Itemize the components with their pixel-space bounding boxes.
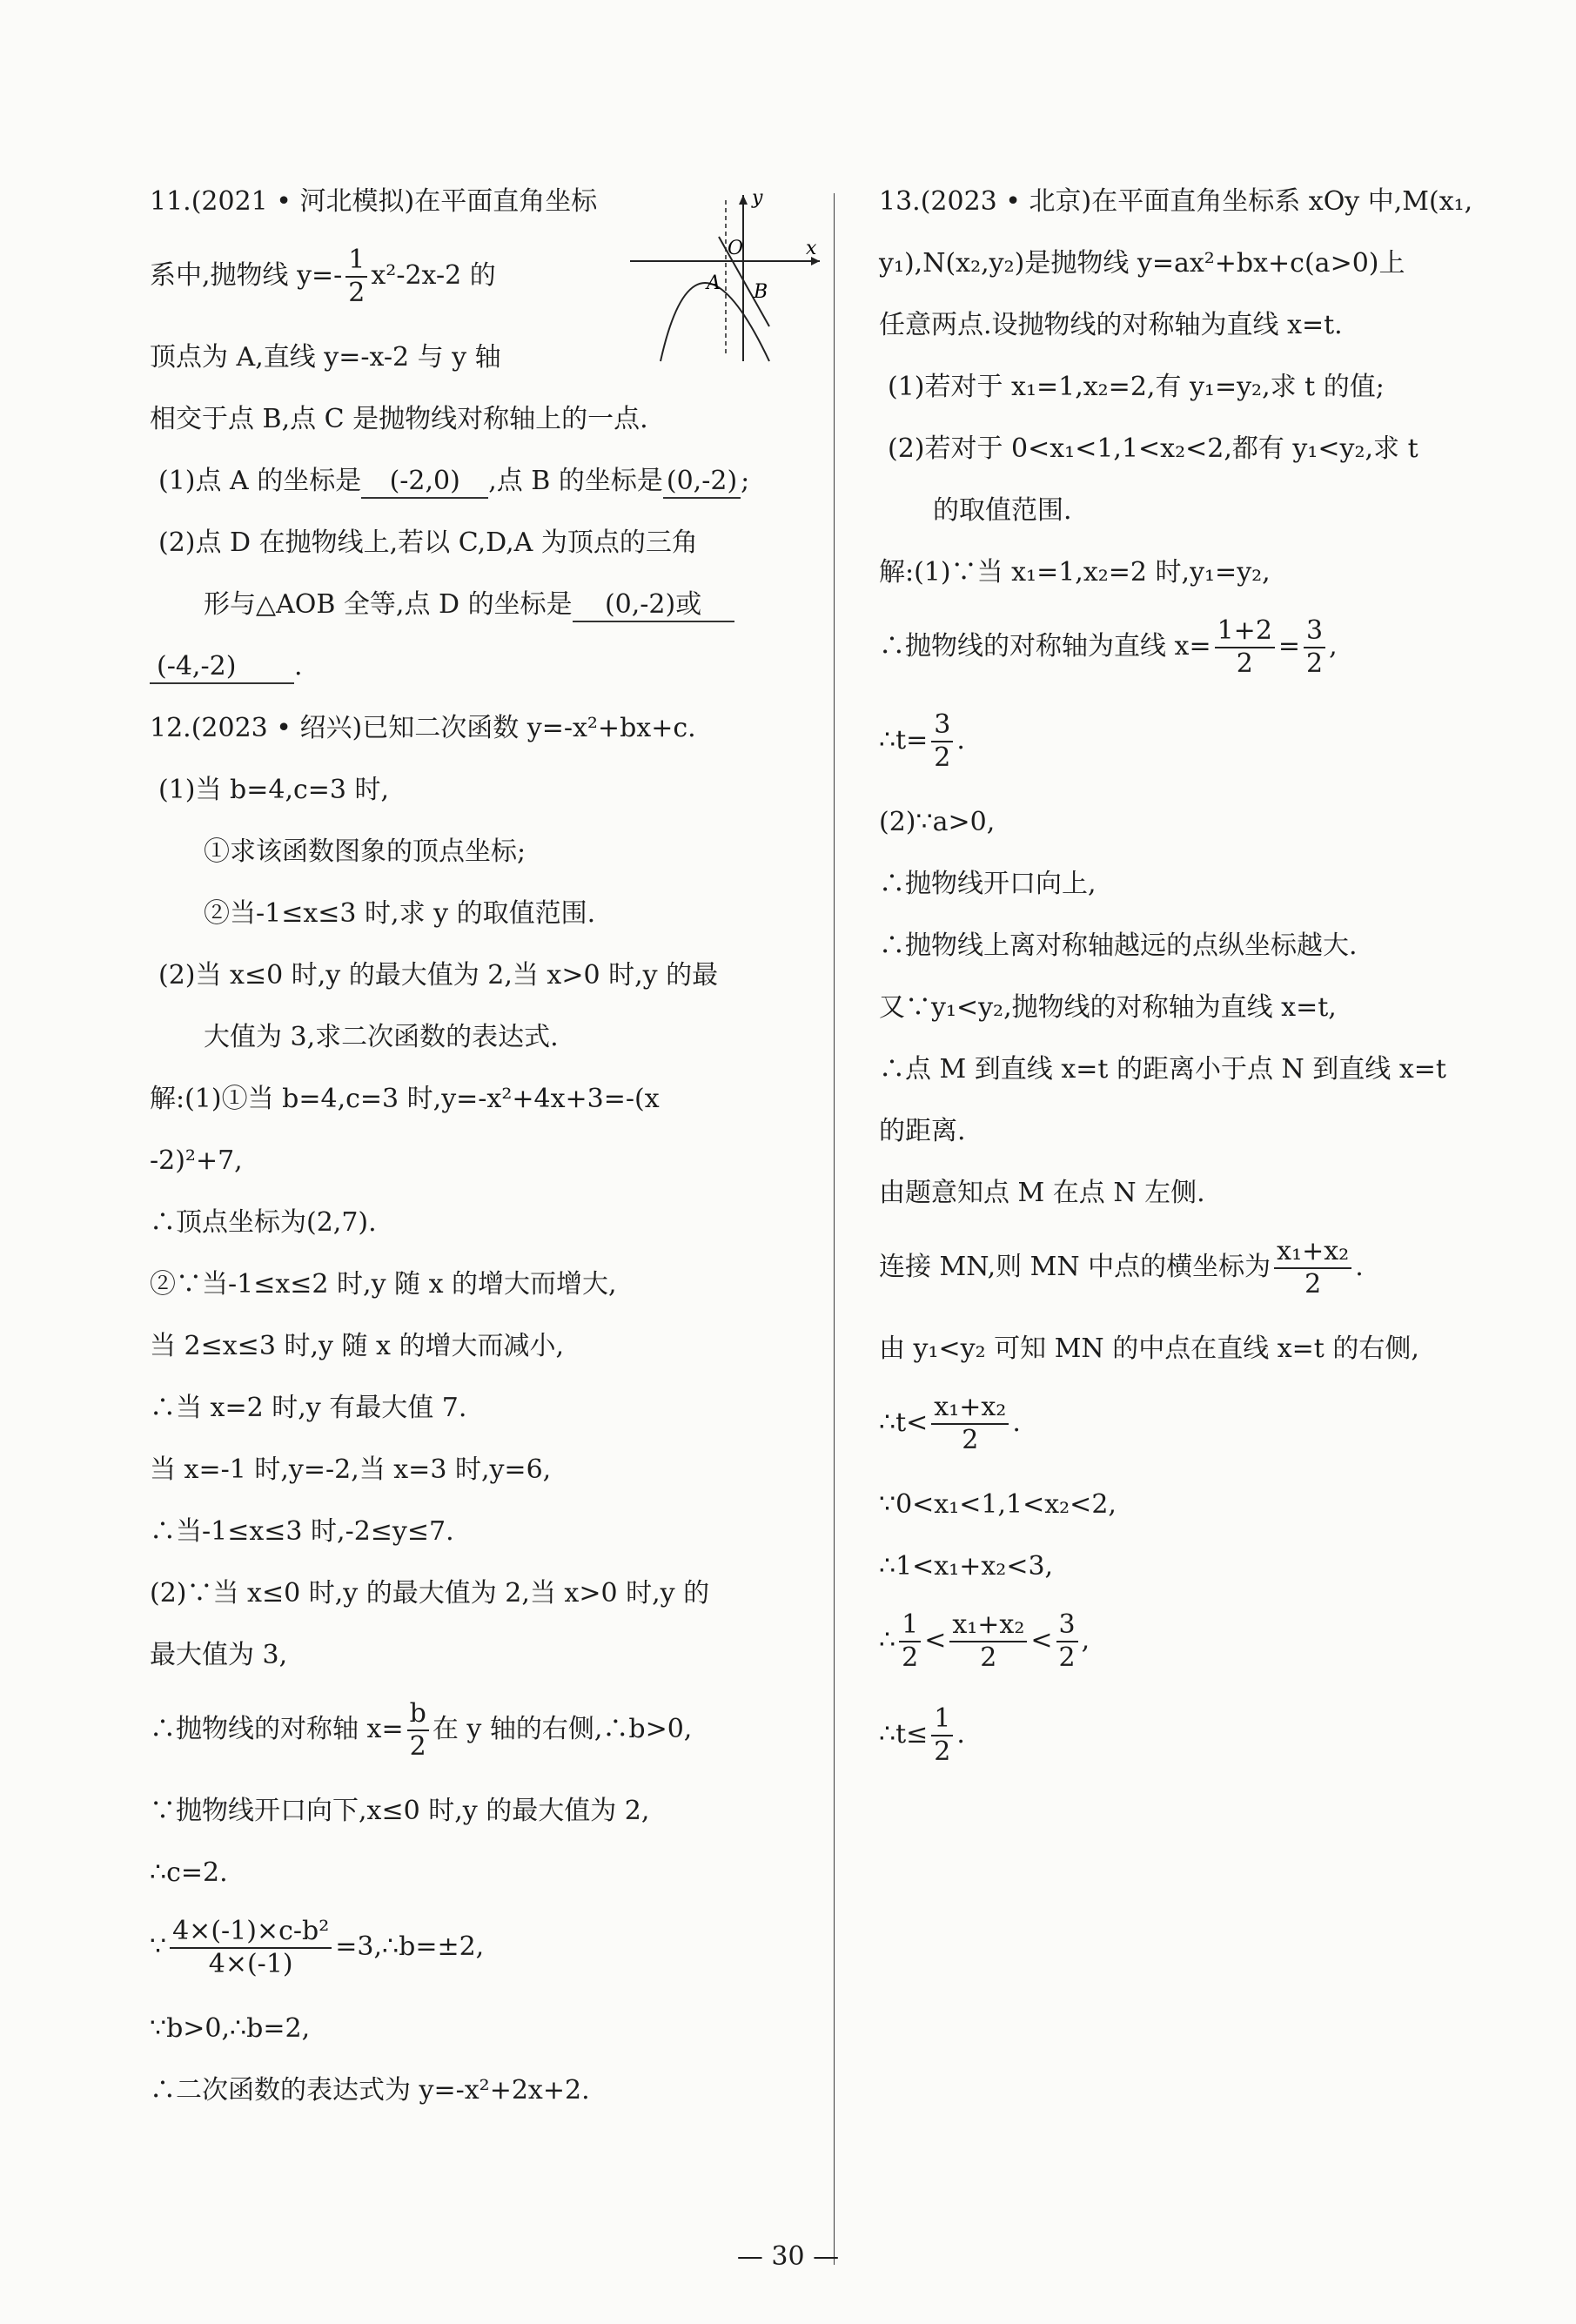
label-x: x [806, 238, 817, 259]
q11-text: ; [741, 466, 750, 496]
frac-num: 1 [899, 1609, 921, 1642]
label-O: O [728, 238, 744, 259]
q13-text: < [1030, 1625, 1053, 1656]
fraction-midpoint [949, 1609, 1027, 1674]
q13-text: . [1012, 1407, 1021, 1438]
q12-line [150, 1916, 820, 1980]
answer-d1: (0,-2)或 [573, 589, 734, 622]
frac-num: x₁+x₂ [1274, 1236, 1351, 1269]
q12-line: ∵b>0,∴b=2, [150, 2013, 311, 2044]
frac-num: b [407, 1698, 429, 1731]
fraction-1-over-2 [931, 1703, 953, 1768]
q11-text: x²-2x-2 的 [371, 260, 496, 291]
q13-text: , [1329, 631, 1338, 662]
q12-line: (1)当 b=4,c=3 时, [158, 775, 390, 805]
fraction-midpoint [931, 1392, 1009, 1456]
q12-line: ∴顶点坐标为(2,7). [150, 1207, 377, 1238]
q11-text: 形与△AOB 全等,点 D 的坐标是 [204, 589, 573, 620]
frac-num: 1+2 [1215, 615, 1275, 648]
fraction-3-over-2 [931, 709, 953, 774]
q11-text: ,点 B 的坐标是 [488, 466, 663, 496]
q13-text: . [1355, 1252, 1364, 1282]
label-B: B [754, 281, 768, 303]
frac-den: 2 [934, 742, 951, 773]
fraction-big [170, 1916, 332, 1980]
q13-line: 任意两点.设抛物线的对称轴为直线 x=t. [879, 310, 1343, 340]
frac-den: 2 [962, 1425, 979, 1455]
frac-den: 2 [980, 1642, 997, 1673]
q13-text: ∴t< [879, 1407, 929, 1438]
q13-text: = [1278, 631, 1301, 662]
label-A: A [707, 272, 721, 294]
fraction-1-over-2 [899, 1609, 921, 1674]
q11-part-2-end [150, 648, 820, 686]
q13-line [879, 709, 1566, 774]
q12-line: ∴二次函数的表达式为 y=-x²+2x+2. [150, 2075, 590, 2106]
q12-text: =3,∴b=±2, [335, 1931, 485, 1962]
q13-line: y₁),N(x₂,y₂)是抛物线 y=ax²+bx+c(a>0)上 [879, 248, 1405, 279]
parabola-figure [621, 191, 822, 366]
q11-text: . [294, 651, 303, 682]
q12-text: ∴抛物线的对称轴 x= [150, 1714, 404, 1744]
answer-b: (0,-2) [663, 466, 741, 499]
q13-line: 又∵y₁<y₂,抛物线的对称轴为直线 x=t, [879, 992, 1337, 1023]
q13-line: 由 y₁<y₂ 可知 MN 的中点在直线 x=t 的右侧, [879, 1333, 1419, 1364]
q13-line [879, 1236, 1566, 1300]
q11-line-3: 顶点为 A,直线 y=-x-2 与 y 轴 [150, 342, 501, 373]
q12-text: 在 y 轴的右侧,∴b>0, [432, 1714, 693, 1744]
q12-line: 12.(2023 • 绍兴)已知二次函数 y=-x²+bx+c. [150, 713, 696, 743]
q11-line-4: 相交于点 B,点 C 是抛物线对称轴上的一点. [150, 404, 648, 434]
q13-text: ∴抛物线的对称轴为直线 x= [879, 631, 1211, 662]
frac-den: 2 [902, 1642, 919, 1673]
q12-line: 当 2≤x≤3 时,y 随 x 的增大而减小, [150, 1331, 564, 1361]
q11-part-1 [150, 462, 820, 500]
q13-line: ∴抛物线开口向上, [879, 869, 1096, 899]
q12-line: ①求该函数图象的顶点坐标; [204, 836, 526, 867]
q12-line: (2)∵当 x≤0 时,y 的最大值为 2,当 x>0 时,y 的 [150, 1578, 710, 1609]
q13-line: (2)∵a>0, [879, 807, 996, 837]
frac-num: 1 [931, 1703, 953, 1736]
frac-num: 3 [1304, 615, 1325, 648]
q13-line: ∵0<x₁<1,1<x₂<2, [879, 1489, 1117, 1520]
right-column [879, 183, 1566, 1797]
answer-d2: (-4,-2) [150, 651, 294, 684]
q12-line: -2)²+7, [150, 1145, 243, 1176]
left-column [150, 183, 820, 2133]
q12-line: 解:(1)①当 b=4,c=3 时,y=-x²+4x+3=-(x [150, 1084, 660, 1114]
frac-num: 3 [1056, 1609, 1078, 1642]
q13-text: . [956, 1719, 965, 1750]
q12-line: ∵抛物线开口向下,x≤0 时,y 的最大值为 2, [150, 1796, 650, 1826]
question-12 [150, 709, 820, 2110]
fraction-midpoint [1274, 1236, 1351, 1300]
q13-line: (2)若对于 0<x₁<1,1<x₂<2,都有 y₁<y₂,求 t [888, 433, 1418, 464]
q12-line: ∴当 x=2 时,y 有最大值 7. [150, 1393, 467, 1423]
q13-line: 解:(1)∵当 x₁=1,x₂=2 时,y₁=y₂, [879, 557, 1271, 588]
q12-line: ②当-1≤x≤3 时,求 y 的取值范围. [204, 898, 596, 929]
q13-text: < [924, 1625, 947, 1656]
q13-line [879, 615, 1566, 680]
q13-line: (1)若对于 x₁=1,x₂=2,有 y₁=y₂,求 t 的值; [888, 372, 1385, 402]
frac-num: x₁+x₂ [949, 1609, 1027, 1642]
frac-num: x₁+x₂ [931, 1392, 1009, 1425]
q12-line: 当 x=-1 时,y=-2,当 x=3 时,y=6, [150, 1454, 552, 1485]
question-13 [879, 183, 1566, 1768]
q12-line [150, 1698, 820, 1763]
fraction-one-half [345, 245, 367, 309]
q12-line: ∴当-1≤x≤3 时,-2≤y≤7. [150, 1516, 454, 1547]
fraction-3-over-2 [1056, 1609, 1078, 1674]
fraction-3-over-2 [1304, 615, 1325, 680]
q13-line: ∴点 M 到直线 x=t 的距离小于点 N 到直线 x=t [879, 1054, 1446, 1085]
q13-line [879, 1392, 1566, 1456]
frac-den: 2 [409, 1731, 426, 1762]
y-axis-arrow [739, 195, 748, 205]
frac-num: 1 [345, 245, 367, 278]
frac-den: 2 [348, 278, 365, 308]
page-number-footer [0, 2241, 1576, 2272]
frac-den: 2 [1304, 1269, 1322, 1300]
q12-text: ∵ [150, 1931, 167, 1962]
q11-part-2: (2)点 D 在抛物线上,若以 C,D,A 为顶点的三角 [158, 527, 698, 558]
q13-line: 由题意知点 M 在点 N 左侧. [879, 1178, 1205, 1208]
question-11 [150, 183, 820, 686]
q12-line: 最大值为 3, [150, 1640, 288, 1670]
q12-line: ②∵当-1≤x≤2 时,y 随 x 的增大而增大, [150, 1269, 617, 1300]
column-divider [834, 193, 835, 2265]
q11-part-2-cont [150, 586, 820, 624]
frac-den: 2 [934, 1736, 951, 1767]
q13-line: 的距离. [879, 1116, 966, 1146]
q11-text: (1)点 A 的坐标是 [158, 466, 362, 496]
q12-line: 大值为 3,求二次函数的表达式. [204, 1022, 559, 1052]
q13-line [879, 1609, 1566, 1674]
frac-den: 2 [1058, 1642, 1076, 1673]
q13-text: ∴t≤ [879, 1719, 929, 1750]
frac-den: 4×(-1) [208, 1949, 293, 1979]
answer-a: (-2,0) [361, 466, 488, 499]
page-number: — 30 — [736, 2241, 840, 2272]
fraction-b-over-2 [407, 1698, 429, 1763]
q11-text: 系中,抛物线 y=- [150, 260, 343, 291]
q13-text: ∴t= [879, 725, 929, 756]
frac-num: 4×(-1)×c-b² [170, 1916, 332, 1949]
q13-line [879, 1703, 1566, 1768]
frac-den: 2 [1306, 648, 1324, 679]
frac-num: 3 [931, 709, 953, 742]
q13-text: 连接 MN,则 MN 中点的横坐标为 [879, 1252, 1271, 1282]
fraction-1plus2-over-2 [1215, 615, 1275, 680]
q13-text: ∴ [879, 1625, 896, 1656]
q12-line: (2)当 x≤0 时,y 的最大值为 2,当 x>0 时,y 的最 [158, 960, 719, 991]
q13-text: . [956, 725, 965, 756]
label-y: y [752, 191, 763, 209]
q11-line-1: 11.(2021 • 河北模拟)在平面直角坐标 [150, 186, 598, 217]
q12-line: ∴c=2. [150, 1857, 228, 1888]
frac-den: 2 [1236, 648, 1253, 679]
q13-line: ∴1<x₁+x₂<3, [879, 1551, 1054, 1582]
q13-line: ∴抛物线上离对称轴越远的点纵坐标越大. [879, 930, 1358, 961]
q13-line: 13.(2023 • 北京)在平面直角坐标系 xOy 中,M(x₁, [879, 186, 1473, 217]
q13-line: 的取值范围. [933, 495, 1072, 526]
q13-text: , [1081, 1625, 1090, 1656]
